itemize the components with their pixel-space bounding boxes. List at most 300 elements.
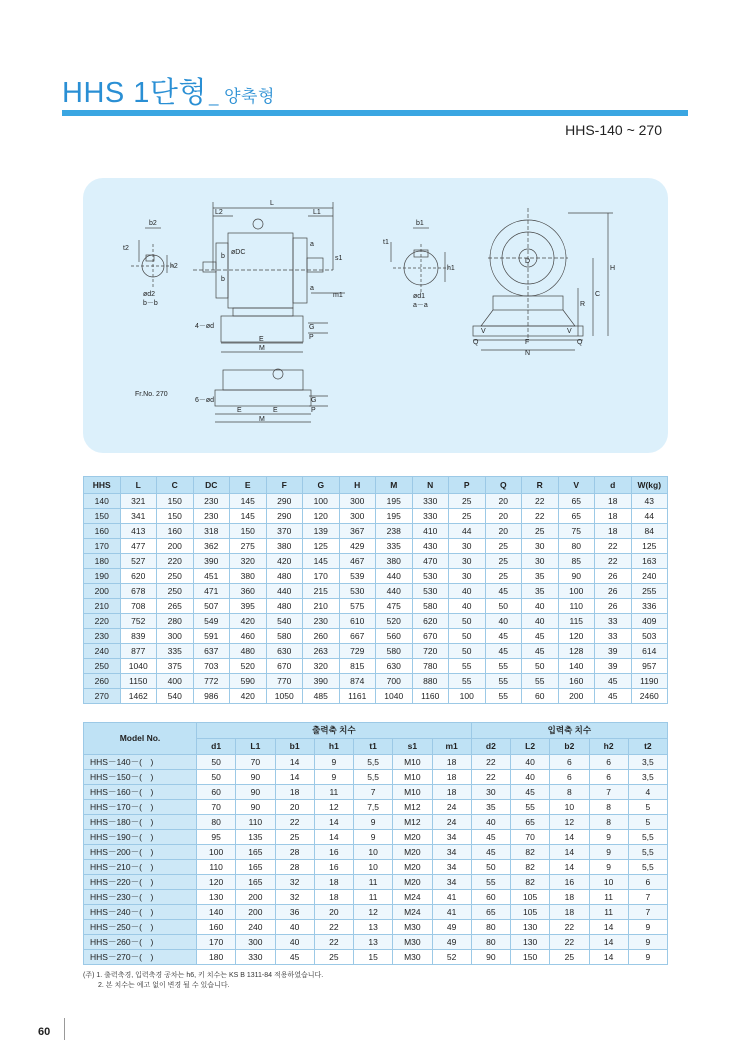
table-cell: 45: [511, 785, 550, 800]
table-cell: 90: [236, 770, 275, 785]
table-cell: 26: [595, 599, 632, 614]
table-cell: 30: [471, 785, 510, 800]
table-row: [84, 905, 668, 920]
table-cell: 874: [339, 674, 376, 689]
table-cell: 12: [550, 815, 589, 830]
table-cell: 22: [314, 920, 353, 935]
table-cell: 9: [628, 935, 667, 950]
table-cell: 9: [628, 920, 667, 935]
table-cell: 45: [485, 584, 522, 599]
row-model: 230: [84, 629, 121, 644]
shaft-table-body: [84, 755, 668, 965]
table-cell: 503: [631, 629, 668, 644]
table-cell: 14: [314, 815, 353, 830]
out-col-4: t1: [354, 739, 393, 755]
table-cell: 18: [275, 785, 314, 800]
row-model: HHS－170－( ): [84, 800, 197, 815]
table-row: [84, 815, 668, 830]
table-cell: 80: [471, 920, 510, 935]
table-cell: 729: [339, 644, 376, 659]
table-cell: 16: [314, 860, 353, 875]
table-cell: 440: [376, 584, 413, 599]
lbl-F: F: [525, 339, 530, 346]
table-row: [84, 830, 668, 845]
table-row: [84, 614, 668, 629]
table-cell: 50: [522, 659, 559, 674]
table-cell: 1161: [339, 689, 376, 704]
table-cell: 1160: [412, 689, 449, 704]
table-cell: 1190: [631, 674, 668, 689]
table-cell: 130: [511, 935, 550, 950]
lbl-C: C: [595, 291, 601, 298]
table-cell: 28: [275, 845, 314, 860]
lbl-L1: L1: [313, 209, 321, 216]
table-cell: 637: [193, 644, 230, 659]
table-cell: 4: [628, 785, 667, 800]
table-cell: 50: [197, 770, 236, 785]
table-cell: 160: [157, 524, 194, 539]
dimension-drawing: [83, 178, 668, 453]
table-cell: 460: [230, 629, 267, 644]
row-model: 250: [84, 659, 121, 674]
table-cell: 6: [589, 770, 628, 785]
table-cell: 3,5: [628, 755, 667, 770]
table-cell: 30: [522, 554, 559, 569]
col-header-3: DC: [193, 477, 230, 494]
in-col-3: h2: [589, 739, 628, 755]
table-cell: 318: [193, 524, 230, 539]
table-cell: 620: [120, 569, 157, 584]
output-group-header: 출력축 치수: [197, 723, 472, 739]
lbl-od1: ød1: [413, 293, 426, 300]
table-cell: M10: [393, 770, 432, 785]
row-model: HHS－190－( ): [84, 830, 197, 845]
col-header-6: G: [303, 477, 340, 494]
table-cell: 60: [471, 890, 510, 905]
table-cell: 467: [339, 554, 376, 569]
table-cell: 6: [628, 875, 667, 890]
table-cell: 520: [230, 659, 267, 674]
col-header-11: Q: [485, 477, 522, 494]
table-cell: 70: [511, 830, 550, 845]
row-model: HHS－270－( ): [84, 950, 197, 965]
table-cell: 1050: [266, 689, 303, 704]
table-row: [84, 689, 668, 704]
table-cell: 82: [511, 875, 550, 890]
table-cell: 5,5: [628, 860, 667, 875]
table-cell: 321: [120, 494, 157, 509]
table-cell: 40: [485, 614, 522, 629]
table-cell: 12: [354, 905, 393, 920]
lbl-d4: 4－ød: [195, 323, 215, 330]
table-cell: 34: [432, 830, 471, 845]
table-cell: 620: [412, 614, 449, 629]
row-model: 270: [84, 689, 121, 704]
table-cell: 35: [522, 569, 559, 584]
table-cell: 180: [197, 950, 236, 965]
table-row: [84, 935, 668, 950]
table-cell: 145: [230, 509, 267, 524]
table-cell: 580: [266, 629, 303, 644]
table-cell: 18: [550, 890, 589, 905]
table-cell: 55: [485, 689, 522, 704]
table-cell: 300: [339, 509, 376, 524]
in-col-0: d2: [471, 739, 510, 755]
table-cell: 11: [589, 905, 628, 920]
table-cell: 200: [236, 905, 275, 920]
table-cell: 50: [471, 860, 510, 875]
table-cell: 290: [266, 494, 303, 509]
lbl-od2: ød2: [143, 291, 156, 298]
table-cell: 195: [376, 494, 413, 509]
row-model: HHS－150－( ): [84, 770, 197, 785]
table-row: [84, 785, 668, 800]
out-col-1: L1: [236, 739, 275, 755]
table-cell: 475: [376, 599, 413, 614]
lbl-M: M: [259, 345, 265, 352]
row-model: HHS－160－( ): [84, 785, 197, 800]
model-header: Model No.: [84, 723, 197, 755]
table-cell: M24: [393, 905, 432, 920]
row-model: HHS－240－( ): [84, 905, 197, 920]
table-cell: 507: [193, 599, 230, 614]
table-row: [84, 524, 668, 539]
lbl-P2: P: [311, 407, 316, 414]
table-cell: 9: [628, 950, 667, 965]
table-cell: 18: [314, 890, 353, 905]
table-cell: 667: [339, 629, 376, 644]
table-cell: 195: [376, 509, 413, 524]
out-col-0: d1: [197, 739, 236, 755]
table-cell: 7,5: [354, 800, 393, 815]
table-cell: 40: [449, 584, 486, 599]
table-row: [84, 860, 668, 875]
table-cell: 20: [485, 524, 522, 539]
table-cell: 409: [631, 614, 668, 629]
table-cell: 60: [197, 785, 236, 800]
table-cell: M24: [393, 890, 432, 905]
table-cell: 33: [595, 629, 632, 644]
table-cell: 670: [412, 629, 449, 644]
table-cell: 40: [449, 599, 486, 614]
row-model: 240: [84, 644, 121, 659]
table-cell: 215: [303, 584, 340, 599]
table-cell: 390: [303, 674, 340, 689]
table-cell: 80: [197, 815, 236, 830]
col-header-12: R: [522, 477, 559, 494]
table-cell: 22: [522, 494, 559, 509]
lbl-L2: L2: [215, 209, 223, 216]
table-cell: 45: [595, 689, 632, 704]
table-cell: 105: [511, 890, 550, 905]
table-cell: 752: [120, 614, 157, 629]
table-cell: 630: [376, 659, 413, 674]
row-model: HHS－140－( ): [84, 755, 197, 770]
table-cell: 130: [197, 890, 236, 905]
table-row: [84, 800, 668, 815]
table-cell: 14: [550, 830, 589, 845]
table-cell: 22: [314, 935, 353, 950]
table-cell: 34: [432, 860, 471, 875]
table-cell: 34: [432, 875, 471, 890]
table-cell: 45: [522, 644, 559, 659]
table-cell: 45: [471, 845, 510, 860]
table-cell: 40: [275, 935, 314, 950]
table-row: [84, 554, 668, 569]
lbl-G2: G: [311, 397, 317, 404]
row-model: 140: [84, 494, 121, 509]
table-cell: 540: [157, 689, 194, 704]
table-cell: 33: [595, 614, 632, 629]
table-cell: 6: [550, 755, 589, 770]
row-model: 210: [84, 599, 121, 614]
table-cell: M12: [393, 800, 432, 815]
table-cell: 250: [157, 584, 194, 599]
table-row: [84, 755, 668, 770]
table-cell: 610: [339, 614, 376, 629]
table-cell: 1150: [120, 674, 157, 689]
table-row: [84, 950, 668, 965]
table-cell: 40: [511, 770, 550, 785]
table-cell: 330: [236, 950, 275, 965]
table-cell: M20: [393, 845, 432, 860]
table-cell: 375: [157, 659, 194, 674]
table-cell: 367: [339, 524, 376, 539]
row-model: 160: [84, 524, 121, 539]
table-row: [84, 584, 668, 599]
col-header-14: d: [595, 477, 632, 494]
table-cell: 125: [631, 539, 668, 554]
table-cell: 20: [275, 800, 314, 815]
table-cell: 139: [303, 524, 340, 539]
table-cell: 591: [193, 629, 230, 644]
table-cell: 43: [631, 494, 668, 509]
table-cell: 18: [550, 905, 589, 920]
row-model: HHS－220－( ): [84, 875, 197, 890]
table-cell: 986: [193, 689, 230, 704]
table-cell: 330: [412, 494, 449, 509]
table-cell: 16: [314, 845, 353, 860]
table-cell: 75: [558, 524, 595, 539]
lbl-R: R: [580, 301, 586, 308]
table-cell: 480: [266, 599, 303, 614]
table-cell: 362: [193, 539, 230, 554]
table-cell: 420: [230, 614, 267, 629]
table-cell: 5: [628, 800, 667, 815]
lbl-E2: E: [237, 407, 242, 414]
table-cell: 720: [412, 644, 449, 659]
table-cell: 530: [412, 584, 449, 599]
table-cell: 772: [193, 674, 230, 689]
table-cell: 9: [354, 830, 393, 845]
lbl-aa: a－a: [413, 302, 428, 309]
shaft-table-group-row: [84, 723, 668, 739]
table-row: [84, 569, 668, 584]
table-cell: 18: [595, 524, 632, 539]
table-cell: 170: [197, 935, 236, 950]
table-row: [84, 890, 668, 905]
table-cell: 26: [595, 569, 632, 584]
table-cell: 14: [275, 755, 314, 770]
lbl-L: L: [270, 200, 274, 207]
table-cell: 150: [157, 509, 194, 524]
lbl-s1: s1: [335, 255, 343, 262]
table-cell: 471: [193, 584, 230, 599]
table-cell: 55: [449, 674, 486, 689]
col-header-0: HHS: [84, 477, 121, 494]
table-cell: M10: [393, 755, 432, 770]
table-cell: 165: [236, 860, 275, 875]
table-cell: 485: [303, 689, 340, 704]
table-cell: 25: [485, 539, 522, 554]
table-row: [84, 659, 668, 674]
table-cell: 527: [120, 554, 157, 569]
table-cell: 440: [266, 584, 303, 599]
table-cell: 65: [511, 815, 550, 830]
col-header-5: F: [266, 477, 303, 494]
lbl-d6: 6－ød: [195, 397, 215, 404]
table-cell: 440: [376, 569, 413, 584]
out-col-6: m1: [432, 739, 471, 755]
row-model: 190: [84, 569, 121, 584]
lbl-P: P: [309, 334, 314, 341]
table-cell: 30: [522, 539, 559, 554]
table-row: [84, 494, 668, 509]
table-cell: 5: [628, 815, 667, 830]
table-row: [84, 644, 668, 659]
table-cell: 265: [157, 599, 194, 614]
lbl-M2: M: [259, 416, 265, 423]
table-cell: 40: [522, 614, 559, 629]
table-cell: 105: [511, 905, 550, 920]
table-cell: 530: [412, 569, 449, 584]
table-cell: 22: [471, 755, 510, 770]
table-cell: 35: [471, 800, 510, 815]
page-title: [62, 70, 275, 111]
table-cell: 90: [471, 950, 510, 965]
lbl-m1: m1: [333, 292, 343, 299]
table-cell: 20: [485, 509, 522, 524]
table-cell: 549: [193, 614, 230, 629]
table-cell: 708: [120, 599, 157, 614]
lbl-E3: E: [273, 407, 278, 414]
lbl-N: N: [525, 350, 531, 357]
table-row: [84, 845, 668, 860]
table-cell: 614: [631, 644, 668, 659]
note-prefix: (주): [83, 972, 95, 979]
table-cell: 9: [589, 830, 628, 845]
table-cell: 65: [558, 509, 595, 524]
note-line-2: [83, 981, 323, 991]
row-model: HHS－230－( ): [84, 890, 197, 905]
table-cell: 18: [595, 509, 632, 524]
table-cell: 13: [354, 920, 393, 935]
table-cell: 55: [485, 659, 522, 674]
table-cell: M10: [393, 785, 432, 800]
table-cell: M20: [393, 875, 432, 890]
table-cell: 30: [449, 569, 486, 584]
table-cell: M20: [393, 860, 432, 875]
table-cell: 128: [558, 644, 595, 659]
table-cell: 45: [471, 830, 510, 845]
table-cell: 703: [193, 659, 230, 674]
table-cell: 360: [230, 584, 267, 599]
lbl-DC: øDC: [231, 249, 246, 256]
table-cell: 22: [595, 554, 632, 569]
table-cell: 25: [275, 830, 314, 845]
table-cell: 160: [558, 674, 595, 689]
table-cell: 45: [522, 629, 559, 644]
table-row: [84, 674, 668, 689]
lbl-V2: V: [567, 328, 572, 335]
dimension-table: [83, 476, 668, 704]
table-cell: 390: [193, 554, 230, 569]
table-cell: 815: [339, 659, 376, 674]
table-cell: M12: [393, 815, 432, 830]
out-col-5: s1: [393, 739, 432, 755]
table-cell: 170: [303, 569, 340, 584]
table-cell: 590: [230, 674, 267, 689]
table-cell: 25: [449, 494, 486, 509]
col-header-1: L: [120, 477, 157, 494]
table-cell: 70: [197, 800, 236, 815]
col-header-4: E: [230, 477, 267, 494]
note-1: 1. 출력축경, 입력축경 공차는 h6, 키 치수는 KS B 1311-84 적용하였습니다.: [96, 972, 324, 979]
table-cell: 13: [354, 935, 393, 950]
table-cell: 5,5: [628, 830, 667, 845]
table-row: [84, 875, 668, 890]
table-cell: 877: [120, 644, 157, 659]
out-col-2: b1: [275, 739, 314, 755]
table-cell: 95: [197, 830, 236, 845]
table-cell: 14: [275, 770, 314, 785]
lbl-a2: a: [310, 285, 314, 292]
table-cell: 238: [376, 524, 413, 539]
table-cell: 16: [550, 875, 589, 890]
row-model: 170: [84, 539, 121, 554]
note-2: 2. 본 치수는 예고 없이 변경 될 수 있습니다.: [98, 982, 230, 989]
table-cell: 160: [197, 920, 236, 935]
lbl-E: E: [259, 336, 264, 343]
table-cell: 130: [511, 920, 550, 935]
table-cell: 14: [589, 920, 628, 935]
table-cell: 120: [197, 875, 236, 890]
table-cell: 100: [558, 584, 595, 599]
table-cell: 5,5: [354, 770, 393, 785]
table-cell: 32: [275, 890, 314, 905]
row-model: 200: [84, 584, 121, 599]
table-cell: 22: [550, 920, 589, 935]
title-sub: _ 양축형: [208, 87, 275, 106]
lbl-a1: a: [310, 241, 314, 248]
table-cell: 70: [236, 755, 275, 770]
table-cell: 165: [236, 875, 275, 890]
table-cell: 575: [339, 599, 376, 614]
table-cell: 30: [449, 539, 486, 554]
table-cell: 100: [303, 494, 340, 509]
col-header-13: V: [558, 477, 595, 494]
table-cell: 49: [432, 920, 471, 935]
table-cell: 410: [412, 524, 449, 539]
input-group-header: 입력축 치수: [471, 723, 667, 739]
table-cell: 230: [193, 494, 230, 509]
table-cell: 8: [589, 800, 628, 815]
table-cell: 300: [236, 935, 275, 950]
col-header-7: H: [339, 477, 376, 494]
shaft-table: [83, 722, 668, 965]
table-cell: 880: [412, 674, 449, 689]
table-cell: 25: [314, 950, 353, 965]
